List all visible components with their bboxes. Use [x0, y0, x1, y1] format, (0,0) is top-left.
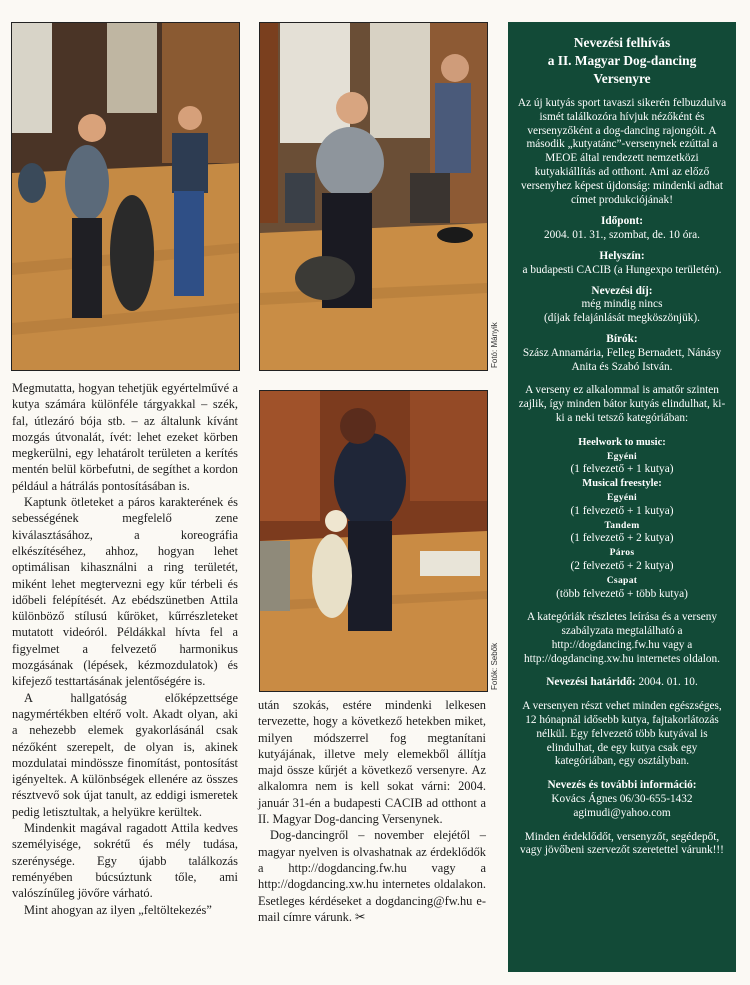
fee-label: Nevezési díj: — [591, 284, 653, 297]
title-line: a II. Magyar Dog-dancing — [547, 53, 697, 68]
photo-3-image — [260, 391, 487, 691]
place-value: a budapesti CACIB (a Hungexpo területén). — [522, 263, 722, 276]
category-name: Csapat — [606, 574, 638, 586]
article-paragraph: után szokás, estére mindenki lelkesen tervezette, hogy a következő hetekben miket, milyen módszerrel fog megtanítani kutyájának, illetve mely elemekből állítja majd össze kűrjét a következő versenyre. Az alkalomra nem is kell sokat várni: 2004. január 31-én a budapesti CACIB ad otthont a II. Magyar Dog-dancing Versenynek. — [258, 698, 486, 827]
category-name: Páros — [609, 547, 635, 559]
category-desc: (2 felvezető + 2 kutya) — [570, 559, 674, 572]
photo-group-training — [259, 22, 488, 371]
article-paragraph: A hallgatóság előképzettsége nagymértékben eltérő volt. Akadt olyan, aki a nehezebb elemek gyakorlásánál csak nézőként szerepelt, de olyan is, akinek mozdulatai mindössze finomítást, pontosítást igényeltek. A különbségek ellenére az összes résztvevő sok újat tanult, az eddigi ismeretek pedig letisztultak, a helyükre kerültek. — [12, 690, 238, 819]
article-paragraph: Mindenkit magával ragadott Attila kedves személyisége, sokrétű és mély tudása, szerénysége. Egy újabb találkozás reményében búcsúztunk tőle, ami valószínűleg jövőre várható. — [12, 821, 238, 901]
category-desc: (1 felvezető + 2 kutya) — [570, 532, 674, 545]
details-note: A kategóriák részletes leírása és a verseny szabályzata megtalálható a http://dogdancing.fw.hu vagy a http://dogdancing.xw.hu internetes oldalon. — [524, 611, 720, 665]
article-paragraph: Megmutatta, hogyan tehetjük egyértelművé a kutya számára különféle tárgyakkal – szék, fal, útlezáró bója stb. – az általunk kívánt mozgás útvonalát, ívét: lehet ezeket körben megkerülni, egy lehatárolt területen a kerítés mentén belül körbefutni, de segíthet a kordon például a hátrálás pontosításában is. — [12, 381, 238, 493]
photo-2-image — [260, 23, 487, 370]
title-line: Versenyre — [593, 71, 651, 86]
deadline-label: Nevezési határidő: — [546, 676, 636, 689]
announcement-box — [508, 22, 736, 972]
category-name: Egyéni — [606, 450, 638, 462]
time-value: 2004. 01. 31., szombat, de. 10 óra. — [544, 229, 700, 242]
contact-email: agimudi@yahoo.com — [573, 806, 671, 819]
photo-credit-bottom: Fotók: Sebők — [490, 642, 499, 690]
amateur-note: A verseny ez alkalommal is amatőr szinten zajlik, így minden bátor kutyás elindulhat, ki-ki a neki tetsző kategóriában: — [518, 384, 726, 424]
photo-1-image — [12, 23, 239, 370]
contact-name: Kovács Ágnes 06/30-655-1432 — [551, 793, 693, 806]
category-name: Tandem — [604, 519, 640, 531]
place-label: Helyszín: — [599, 249, 645, 262]
article-right-column — [258, 697, 486, 925]
eligibility-note: A versenyen részt vehet minden egészséges, 12 hónapnál idősebb kutya, fajtakorlátozás nélkül. Egy felvezető több kutyával is elindulhat, de egy kutya csak egy kategóriában, egy osztályban. — [522, 700, 722, 768]
article-paragraph — [258, 827, 486, 925]
article-last-paragraph: Dog-dancingről – november elejétől – magyar nyelven is olvashatnak az érdeklődők a http://dogdancing.fw.hu vagy a http://dogdancing.xw.hu internetes oldalakon. Esetleges kérdéseket a dogdancing@fw.hu e-mail címre várunk. — [258, 828, 486, 924]
category-name: Egyéni — [606, 491, 638, 503]
fee-note: (díjak felajánlását megköszönjük). — [544, 312, 700, 325]
deadline-value: 2004. 01. 10. — [638, 676, 698, 689]
fee-value: még mindig nincs — [581, 298, 663, 311]
end-mark-icon: ✂ — [355, 909, 366, 924]
heelwork-heading: Heelwork to music: — [578, 436, 666, 448]
welcome-note: Minden érdeklődőt, versenyzőt, segédерőt, vagy jövőbeni szervezőt szeretettel várunk!!! — [520, 830, 724, 857]
photo-trainer-with-terrier — [259, 390, 488, 692]
title-line: Nevezési felhívás — [573, 35, 671, 50]
photo-credit-top: Fotó: Mányik — [490, 322, 499, 368]
announcement-title — [516, 34, 728, 88]
photo-trainers-with-puli — [11, 22, 240, 371]
announcement-intro: Az új kutyás sport tavaszi sikerén felbuzdulva ismét találkozóra hívjuk nézőként és versenyzőként a dog-dancing rajongóit. A második „kutyatánc”-versenynek ezúttal a MEOE által rendezett nemzetközi kutyakiállítás ad otthont. Ami az előző versenyhez képest újdonság: mindenki adhat címet produkciójának! — [517, 97, 727, 206]
time-label: Időpont: — [600, 215, 644, 228]
judges-label: Bírók: — [606, 332, 638, 345]
contact-label: Nevezés és további információ: — [547, 779, 697, 792]
freestyle-heading: Musical freestyle: — [582, 478, 662, 490]
category-desc: (1 felvezető + 1 kutya) — [570, 463, 674, 476]
category-desc: (több felvezető + több kutya) — [556, 587, 688, 600]
article-left-column — [12, 380, 238, 918]
judges-value: Szász Annamária, Felleg Bernadett, Nánásy Anita és Szabó István. — [522, 346, 722, 373]
article-paragraph: Kaptunk ötleteket a páros karakterének és sebességének megfelelő zene kiválasztásához, a koreográfia elkészítéséhez, ahhoz, hogyan lehet optimálisan kihasználni a ring területét, miként lehet megtervezni egy kűr térbeli és időbeli felépítését. Az ebédszünetben Attila különböző stílusú kűröket, kűrrészleteket mutatott videóról. Példákkal hívta fel a figyelmet a felvezető harmonikus mozgásának (lépések, kézmozdulatok) és kifejező testtartásának jelentőségére is. — [12, 495, 238, 689]
category-desc: (1 felvezető + 1 kutya) — [570, 504, 674, 517]
article-paragraph: Mint ahogyan az ilyen „feltöltekezés” — [24, 902, 212, 917]
deadline-line — [516, 676, 728, 690]
